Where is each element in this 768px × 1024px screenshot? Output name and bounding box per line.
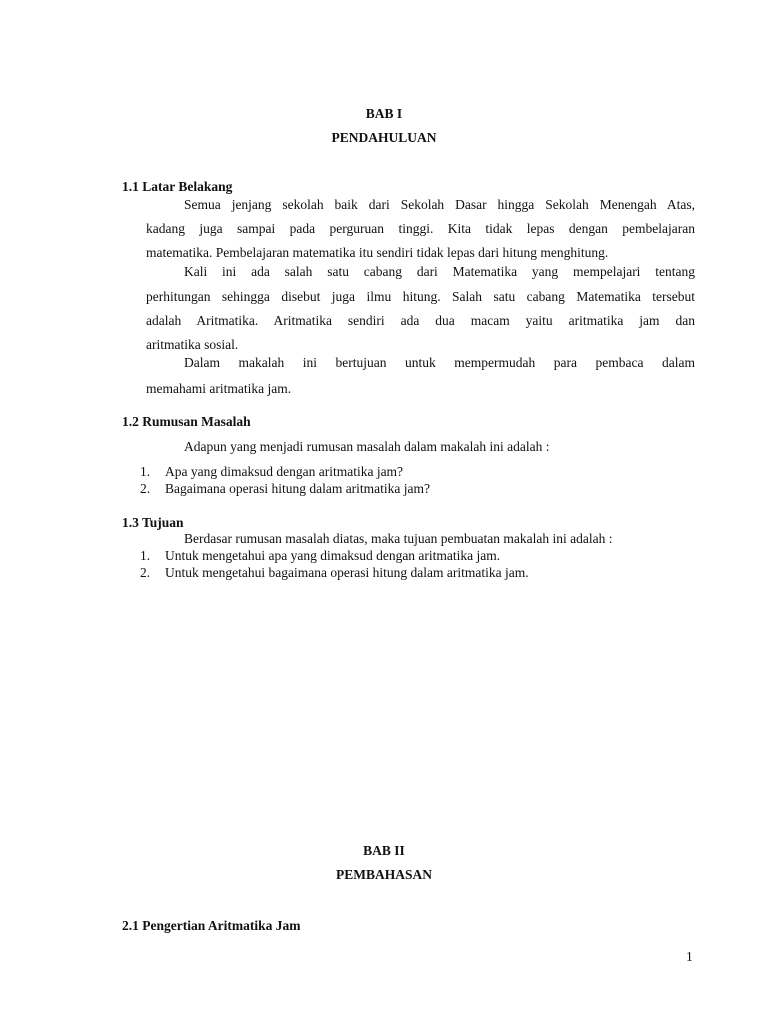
- paragraph-line: matematika. Pembelajaran matematika itu sendiri tidak lepas dari hitung menghitung.: [146, 245, 609, 260]
- page-number: 1: [686, 949, 693, 964]
- section-1-2-heading: 1.2 Rumusan Masalah: [122, 414, 251, 429]
- list-item: Untuk mengetahui bagaimana operasi hitung dalam aritmatika jam.: [165, 565, 529, 580]
- chapter-1-label: BAB I: [365, 106, 403, 121]
- list-item-number: 1.: [140, 548, 151, 563]
- paragraph-line: Semua jenjang sekolah baik dari Sekolah Dasar hingga Sekolah Menengah Atas,: [184, 197, 695, 212]
- paragraph-line: Dalam makalah ini bertujuan untuk mempermudah para pembaca dalam: [184, 355, 695, 370]
- paragraph-line: aritmatika sosial.: [146, 337, 239, 352]
- section-1-2-intro: Adapun yang menjadi rumusan masalah dalam makalah ini adalah :: [184, 439, 550, 454]
- list-item: Apa yang dimaksud dengan aritmatika jam?: [165, 464, 404, 479]
- list-item: Untuk mengetahui apa yang dimaksud dengan aritmatika jam.: [165, 548, 501, 563]
- section-2-1-heading: 2.1 Pengertian Aritmatika Jam: [122, 918, 301, 933]
- paragraph-line: perhitungan sehingga disebut juga ilmu hitung. Salah satu cabang Matematika tersebut: [146, 289, 695, 304]
- paragraph-line: kadang juga sampai pada perguruan tinggi. Kita tidak lepas dengan pembelajaran: [146, 221, 695, 236]
- chapter-2-label: BAB II: [363, 843, 405, 858]
- section-1-1-heading: 1.1 Latar Belakang: [122, 179, 233, 194]
- section-1-3-heading: 1.3 Tujuan: [122, 515, 184, 530]
- list-item-number: 2.: [140, 481, 151, 496]
- paragraph-line: adalah Aritmatika. Aritmatika sendiri ada dua macam yaitu aritmatika jam dan: [146, 313, 695, 328]
- list-item-number: 1.: [140, 464, 151, 479]
- chapter-1-title: PENDAHULUAN: [331, 130, 437, 145]
- section-1-3-intro: Berdasar rumusan masalah diatas, maka tujuan pembuatan makalah ini adalah :: [184, 531, 613, 546]
- list-item-number: 2.: [140, 565, 151, 580]
- paragraph-line: memahami aritmatika jam.: [146, 381, 292, 396]
- paragraph-line: Kali ini ada salah satu cabang dari Matematika yang mempelajari tentang: [184, 264, 695, 279]
- list-item: Bagaimana operasi hitung dalam aritmatika jam?: [165, 481, 431, 496]
- chapter-2-title: PEMBAHASAN: [335, 867, 432, 882]
